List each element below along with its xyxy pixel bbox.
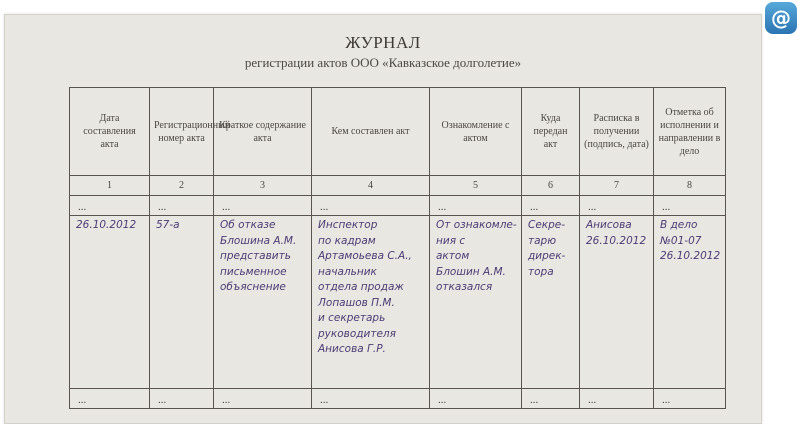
entry-number: 57-а: [156, 219, 180, 231]
ellipsis-cell: ...: [580, 196, 654, 216]
ellipsis-cell: ...: [580, 389, 654, 409]
document-page: [4, 14, 762, 424]
ellipsis-row: [70, 196, 726, 216]
column-header: Отметка об исполнении и направлении в дело: [654, 88, 726, 176]
ellipsis-cell: ...: [70, 196, 150, 216]
summary-line: объяснение: [220, 281, 286, 293]
column-number: 7: [580, 176, 654, 196]
ellipsis-cell: ...: [312, 389, 430, 409]
ellipsis-cell: ...: [654, 389, 726, 409]
column-number: 1: [70, 176, 150, 196]
logo-letter: @: [771, 6, 791, 30]
column-numbers-row: [70, 176, 726, 196]
ellipsis-cell: ...: [70, 389, 150, 409]
column-number: 4: [312, 176, 430, 196]
receipt-line: 26.10.2012: [586, 234, 647, 247]
site-logo[interactable]: [765, 2, 797, 34]
summary-line: письменное: [220, 265, 287, 278]
column-number: 6: [522, 176, 580, 196]
entry-number-cell: [150, 216, 214, 389]
ellipsis-cell: ...: [312, 196, 430, 216]
execution-line: №01-07: [660, 234, 702, 247]
ellipsis-cell: ...: [522, 196, 580, 216]
ellipsis-cell: ...: [522, 389, 580, 409]
ellipsis-cell: ...: [430, 389, 522, 409]
entry-transferred-cell: [522, 216, 580, 389]
summary-line: представить: [220, 250, 291, 262]
execution-line: В дело: [660, 219, 698, 231]
entry-date-cell: [70, 216, 150, 389]
column-header: Ознакомление с актом: [430, 88, 522, 176]
transferred-line: Секре-: [528, 219, 566, 231]
entry-summary-cell: [214, 216, 312, 389]
ellipsis-cell: ...: [150, 389, 214, 409]
acts-register-table: [69, 87, 726, 409]
acquaintance-line: От ознакомле-: [436, 219, 517, 231]
compiled-by-line: руководителя: [318, 327, 396, 340]
entry-receipt-cell: [580, 216, 654, 389]
table-header-row: [70, 88, 726, 176]
acquaintance-line: отказался: [436, 281, 493, 293]
entry-execution-cell: [654, 216, 726, 389]
compiled-by-line: и секретарь: [318, 312, 386, 324]
column-number: 5: [430, 176, 522, 196]
execution-line: 26.10.2012: [660, 250, 721, 262]
journal-subtitle: регистрации актов ООО «Кавказское долголетие»: [244, 55, 522, 70]
receipt-line: Анисова: [586, 219, 632, 231]
journal-title: ЖУРНАЛ: [345, 33, 421, 52]
column-header: Кем составлен акт: [312, 88, 430, 176]
column-header: Куда передан акт: [522, 88, 580, 176]
acquaintance-line: ния с: [436, 234, 466, 247]
transferred-line: тарю: [528, 234, 557, 247]
compiled-by-line: Инспектор: [318, 219, 378, 231]
compiled-by-line: Анисова Г.Р.: [318, 343, 386, 355]
entry-compiled-by-cell: [312, 216, 430, 389]
column-header: Дата составления акта: [70, 88, 150, 176]
compiled-by-line: Артамоьева С.А.,: [318, 250, 412, 262]
entry-date: 26.10.2012: [76, 219, 137, 231]
ellipsis-cell: ...: [214, 389, 312, 409]
acquaintance-line: Блошин А.М.: [436, 265, 506, 278]
column-header: Расписка в получении (подпись, дата): [580, 88, 654, 176]
compiled-by-line: отдела продаж: [318, 281, 404, 293]
column-number: 3: [214, 176, 312, 196]
compiled-by-line: начальник: [318, 265, 377, 278]
ellipsis-cell: ...: [430, 196, 522, 216]
table-row: [70, 216, 726, 389]
ellipsis-cell: ...: [214, 196, 312, 216]
entry-acquaintance-cell: [430, 216, 522, 389]
compiled-by-line: по кадрам: [318, 234, 376, 247]
acquaintance-line: актом: [436, 250, 470, 262]
transferred-line: тора: [528, 265, 554, 278]
summary-line: Блошина А.М.: [220, 234, 297, 247]
summary-line: Об отказе: [220, 219, 276, 231]
column-number: 2: [150, 176, 214, 196]
compiled-by-line: Лопашов П.М.: [318, 296, 395, 309]
ellipsis-cell: ...: [654, 196, 726, 216]
column-header: Регистрационный номер акта: [150, 88, 214, 176]
ellipsis-row: [70, 389, 726, 409]
transferred-line: дирек-: [528, 250, 566, 262]
ellipsis-cell: ...: [150, 196, 214, 216]
column-number: 8: [654, 176, 726, 196]
column-header: Краткое содержание акта: [214, 88, 312, 176]
